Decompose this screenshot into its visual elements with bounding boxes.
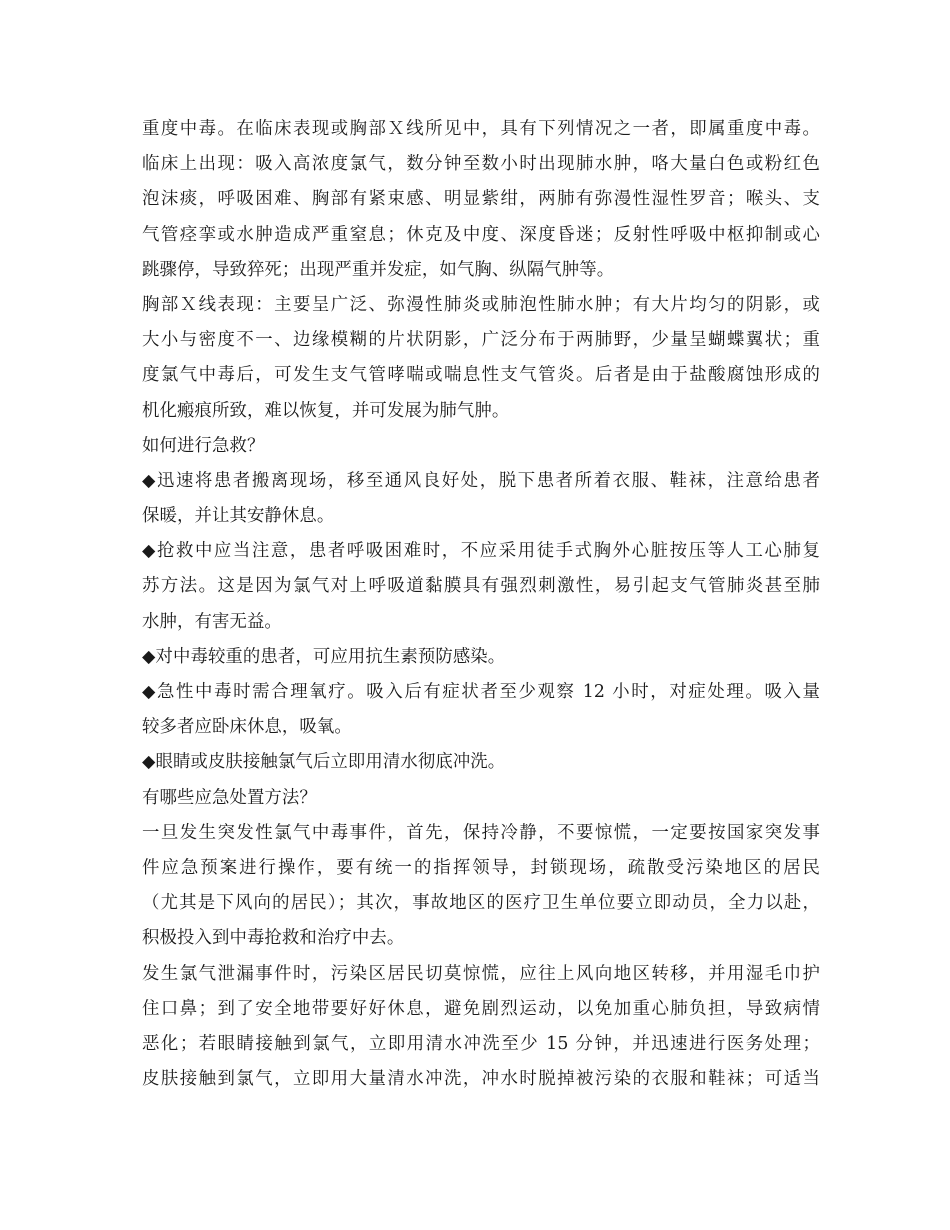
text-line: （尤其是下风向的居民）；其次，事故地区的医疗卫生单位要立即动员，全力以赴， (142, 893, 820, 914)
text-line: 件应急预案进行操作，要有统一的指挥领导，封锁现场，疏散受污染地区的居民 (142, 857, 820, 878)
text-line: 住口鼻；到了安全地带要好好休息，避免剧烈运动，以免加重心肺负担，导致病情 (142, 998, 820, 1019)
text-line: 皮肤接触到氯气，立即用大量清水冲洗，冲水时脱掉被污染的衣服和鞋袜；可适当 (142, 1069, 820, 1090)
bullet-line: ◆抢救中应当注意，患者呼吸困难时，不应采用徒手式胸外心脏按压等人工心肺复 (142, 541, 820, 562)
bullet-line: ◆急性中毒时需合理氧疗。吸入后有症状者至少观察 12 小时，对症处理。吸入量 (142, 682, 820, 702)
text-line: 泡沫痰，呼吸困难、胸部有紧束感、明显紫绀，两肺有弥漫性湿性罗音；喉头、支 (142, 189, 820, 210)
text-line: 水肿，有害无益。 (142, 611, 282, 632)
bullet-line: ◆对中毒较重的患者，可应用抗生素预防感染。 (142, 646, 506, 667)
text-line: 保暖，并让其安静休息。 (142, 506, 335, 527)
section-heading: 有哪些应急处置方法？ (142, 787, 317, 808)
bullet-line: ◆眼睛或皮肤接触氯气后立即用清水彻底冲洗。 (142, 752, 506, 773)
text-line: 恶化；若眼睛接触到氯气，立即用清水冲洗至少 15 分钟，并迅速进行医务处理； (142, 1033, 820, 1054)
text-line: 跳骤停，导致猝死；出现严重并发症，如气胸、纵隔气肿等。 (142, 259, 615, 280)
text-line: 积极投入到中毒抢救和治疗中去。 (142, 928, 405, 949)
text-line: 大小与密度不一、边缘模糊的片状阴影，广泛分布于两肺野，少量呈蝴蝶翼状；重 (142, 330, 820, 351)
text-line: 胸部Ｘ线表现：主要呈广泛、弥漫性肺炎或肺泡性肺水肿；有大片均匀的阴影，或 (142, 294, 820, 315)
text-line: 机化瘢痕所致，难以恢复，并可发展为肺气肿。 (142, 400, 510, 421)
text-line: 一旦发生突发性氯气中毒事件，首先，保持冷静，不要惊慌，一定要按国家突发事 (142, 822, 820, 843)
text-line: 气管痉挛或水肿造成严重窒息；休克及中度、深度昏迷；反射性呼吸中枢抑制或心 (142, 224, 820, 245)
bullet-line: ◆迅速将患者搬离现场，移至通风良好处，脱下患者所着衣服、鞋袜，注意给患者 (142, 470, 820, 491)
text-line: 较多者应卧床休息，吸氧。 (142, 717, 352, 738)
text-line: 发生氯气泄漏事件时，污染区居民切莫惊慌，应往上风向地区转移，并用湿毛巾护 (142, 963, 820, 984)
text-line: 临床上出现：吸入高浓度氯气，数分钟至数小时出现肺水肿，咯大量白色或粉红色 (142, 154, 820, 175)
text-line: 重度中毒。在临床表现或胸部Ｘ线所见中，具有下列情况之一者，即属重度中毒。 (142, 119, 820, 139)
section-heading: 如何进行急救？ (142, 435, 265, 456)
text-line: 苏方法。这是因为氯气对上呼吸道黏膜具有强烈刺激性，易引起支气管肺炎甚至肺 (142, 576, 820, 597)
text-line: 度氯气中毒后，可发生支气管哮喘或喘息性支气管炎。后者是由于盐酸腐蚀形成的 (142, 365, 820, 386)
document-body (142, 112, 820, 1097)
